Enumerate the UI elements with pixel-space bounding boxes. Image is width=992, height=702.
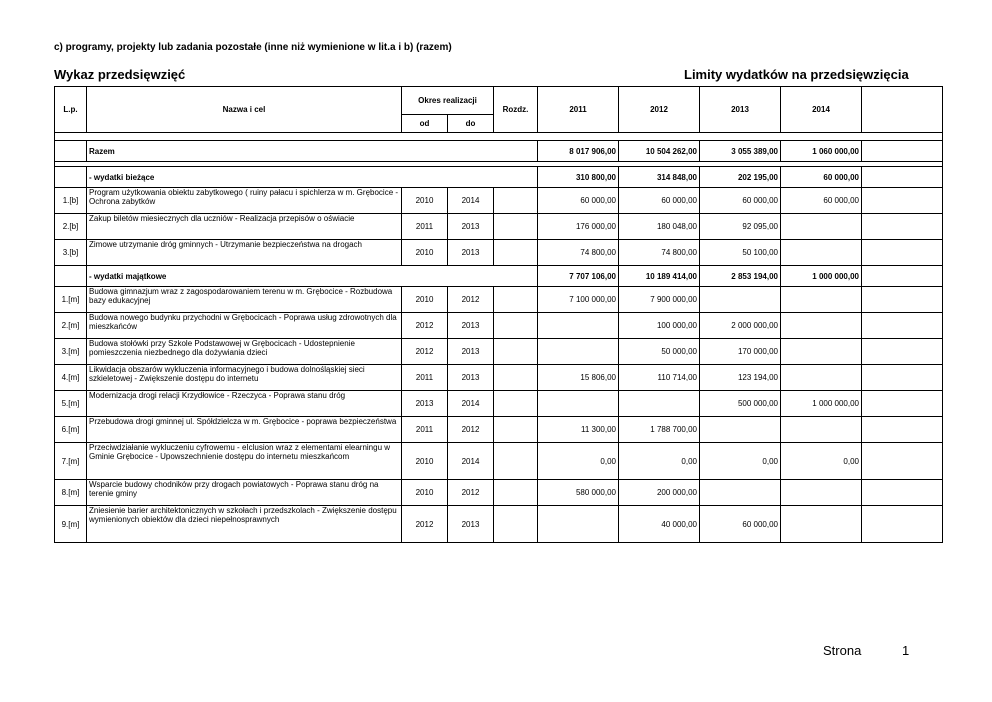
row-2012: 60 000,00 [619,188,700,214]
row-lp: 2.[m] [55,313,87,339]
row-from: 2012 [402,506,448,543]
table-row [55,365,943,391]
header-from: od [402,115,448,133]
row-2014: 60 000,00 [781,188,862,214]
row-from: 2010 [402,287,448,313]
row-from: 2013 [402,391,448,417]
row-lp: 3.[b] [55,240,87,266]
row-rozdz [494,240,538,266]
table-row [55,240,943,266]
row-rozdz [494,417,538,443]
row-from: 2010 [402,188,448,214]
row-lp: 8.[m] [55,480,87,506]
row-name: Likwidacja obszarów wykluczenia informacyjnego i budowa dolnośląskiej sieci szkieletowej - Zwiększenie dostępu do internetu [87,365,402,391]
section-heading: c) programy, projekty lub zadania pozostałe (inne niż wymienione w lit.a i b) (razem) [54,42,452,53]
row-extra [862,339,943,365]
row-rozdz [494,480,538,506]
row-name: Program użytkowania obiektu zabytkowego ( ruiny pałacu i spichlerza w m. Grębocice - Ochrona zabytków [87,188,402,214]
majatkowe-2013: 2 853 194,00 [700,266,781,287]
row-2014 [781,480,862,506]
row-name: Budowa gimnazjum wraz z zagospodarowaniem terenu w m. Grębocice - Rozbudowa bazy edukacyjnej [87,287,402,313]
row-2013: 2 000 000,00 [700,313,781,339]
row-lp: 9.[m] [55,506,87,543]
biezace-extra [862,167,943,188]
row-2014 [781,365,862,391]
header-extra [862,87,943,133]
row-rozdz [494,188,538,214]
biezace-row [55,167,943,188]
row-extra [862,188,943,214]
row-2012: 100 000,00 [619,313,700,339]
row-2014 [781,214,862,240]
majatkowe-2011: 7 707 106,00 [538,266,619,287]
row-rozdz [494,339,538,365]
biezace-label: - wydatki bieżące [87,167,538,188]
table-row [55,417,943,443]
row-to: 2013 [448,506,494,543]
row-to: 2014 [448,391,494,417]
row-2011: 176 000,00 [538,214,619,240]
row-2013 [700,480,781,506]
row-2013: 50 100,00 [700,240,781,266]
row-2012: 74 800,00 [619,240,700,266]
row-to: 2013 [448,214,494,240]
header-2011: 2011 [538,87,619,133]
row-to: 2012 [448,287,494,313]
row-name: Budowa stołówki przy Szkole Podstawowej w Grębocicach - Udostepnienie pomieszczenia niezbednego dla dożywiania dzieci [87,339,402,365]
row-from: 2012 [402,313,448,339]
row-from: 2010 [402,240,448,266]
row-2011 [538,339,619,365]
razem-row [55,141,943,162]
row-to: 2012 [448,480,494,506]
row-2012: 110 714,00 [619,365,700,391]
row-extra [862,240,943,266]
row-name: Wsparcie budowy chodników przy drogach powiatowych - Poprawa stanu dróg na terenie gminy [87,480,402,506]
row-2011: 60 000,00 [538,188,619,214]
row-lp: 3.[m] [55,339,87,365]
row-2011 [538,506,619,543]
majatkowe-2014: 1 000 000,00 [781,266,862,287]
row-from: 2012 [402,339,448,365]
row-to: 2013 [448,313,494,339]
row-rozdz [494,443,538,480]
list-title: Wykaz przedsięwzięć [54,67,186,82]
row-lp: 6.[m] [55,417,87,443]
row-lp: 1.[m] [55,287,87,313]
row-2011 [538,313,619,339]
row-from: 2010 [402,480,448,506]
header-2012: 2012 [619,87,700,133]
row-to: 2013 [448,339,494,365]
razem-lp [55,141,87,162]
razem-label: Razem [87,141,538,162]
row-2013: 123 194,00 [700,365,781,391]
biezace-2011: 310 800,00 [538,167,619,188]
table-row [55,506,943,543]
row-lp: 5.[m] [55,391,87,417]
row-2013: 60 000,00 [700,188,781,214]
row-rozdz [494,313,538,339]
row-2014 [781,313,862,339]
majatkowe-row [55,266,943,287]
table-row [55,287,943,313]
row-2012: 200 000,00 [619,480,700,506]
row-2012: 180 048,00 [619,214,700,240]
majatkowe-2012: 10 189 414,00 [619,266,700,287]
row-2012: 7 900 000,00 [619,287,700,313]
table-row [55,443,943,480]
row-extra [862,287,943,313]
razem-2014: 1 060 000,00 [781,141,862,162]
row-from: 2011 [402,417,448,443]
row-lp: 7.[m] [55,443,87,480]
biezace-2014: 60 000,00 [781,167,862,188]
row-2013: 0,00 [700,443,781,480]
header-to: do [448,115,494,133]
biezace-2012: 314 848,00 [619,167,700,188]
biezace-lp [55,167,87,188]
row-2014 [781,417,862,443]
table-row [55,480,943,506]
razem-2011: 8 017 906,00 [538,141,619,162]
projects-table [54,86,943,543]
row-rozdz [494,391,538,417]
row-name: Przeciwdziałanie wykluczeniu cyfrowemu - eIclusion wraz z elementami elearningu w Gminie Grębocice - Upowszechnienie dostępu do internetu mieszkańcom [87,443,402,480]
row-lp: 1.[b] [55,188,87,214]
row-extra [862,214,943,240]
row-rozdz [494,214,538,240]
row-2014 [781,240,862,266]
majatkowe-extra [862,266,943,287]
page-label: Strona [823,643,862,658]
header-lp: L.p. [55,87,87,133]
row-2014 [781,339,862,365]
row-2013: 170 000,00 [700,339,781,365]
row-2012: 40 000,00 [619,506,700,543]
row-extra [862,506,943,543]
biezace-2013: 202 195,00 [700,167,781,188]
row-2012 [619,391,700,417]
row-from: 2011 [402,365,448,391]
row-2011 [538,391,619,417]
row-to: 2014 [448,443,494,480]
row-2011: 7 100 000,00 [538,287,619,313]
header-2014: 2014 [781,87,862,133]
row-to: 2013 [448,240,494,266]
table-row [55,188,943,214]
row-2013: 500 000,00 [700,391,781,417]
row-name: Zakup biletów miesiecznych dla uczniów - Realizacja przepisów o oświacie [87,214,402,240]
row-2011: 74 800,00 [538,240,619,266]
row-2013: 60 000,00 [700,506,781,543]
row-extra [862,417,943,443]
header-period: Okres realizacji [402,87,494,115]
razem-extra [862,141,943,162]
table-row [55,339,943,365]
row-2012: 0,00 [619,443,700,480]
header-rozdz: Rozdz. [494,87,538,133]
row-2011: 11 300,00 [538,417,619,443]
row-2012: 1 788 700,00 [619,417,700,443]
row-2014: 0,00 [781,443,862,480]
row-from: 2011 [402,214,448,240]
razem-2013: 3 055 389,00 [700,141,781,162]
row-to: 2014 [448,188,494,214]
row-name: Przebudowa drogi gminnej ul. Spółdzielcza w m. Grębocice - poprawa bezpieczeństwa [87,417,402,443]
header-name: Nazwa i cel [87,87,402,133]
table-row [55,214,943,240]
page-number: 1 [902,643,910,658]
row-rozdz [494,287,538,313]
row-name: Zniesienie barier architektonicznych w szkołach i przedszkolach - Zwiększenie dostępu wymienionych obiektów dla dzieci niepełnosprawnych [87,506,402,543]
row-lp: 4.[m] [55,365,87,391]
row-extra [862,313,943,339]
row-name: Budowa nowego budynku przychodni w Grębocicach - Poprawa usług zdrowotnych dla mieszkańców [87,313,402,339]
row-2013: 92 095,00 [700,214,781,240]
row-2014: 1 000 000,00 [781,391,862,417]
row-lp: 2.[b] [55,214,87,240]
row-to: 2013 [448,365,494,391]
row-2011: 15 806,00 [538,365,619,391]
table-row [55,313,943,339]
razem-2012: 10 504 262,00 [619,141,700,162]
row-extra [862,391,943,417]
row-to: 2012 [448,417,494,443]
table-row [55,391,943,417]
row-2013 [700,287,781,313]
row-from: 2010 [402,443,448,480]
row-extra [862,365,943,391]
row-2013 [700,417,781,443]
majatkowe-lp [55,266,87,287]
majatkowe-label: - wydatki majątkowe [87,266,538,287]
row-extra [862,443,943,480]
header-row-1 [55,87,943,115]
spacer-row [55,133,943,141]
row-2011: 0,00 [538,443,619,480]
row-rozdz [494,506,538,543]
row-2014 [781,506,862,543]
row-2014 [781,287,862,313]
row-extra [862,480,943,506]
row-2012: 50 000,00 [619,339,700,365]
limits-title: Limity wydatków na przedsięwzięcia [684,67,909,82]
row-name: Modernizacja drogi relacji Krzydłowice - Rzeczyca - Poprawa stanu dróg [87,391,402,417]
row-2011: 580 000,00 [538,480,619,506]
header-2013: 2013 [700,87,781,133]
row-rozdz [494,365,538,391]
row-name: Zimowe utrzymanie dróg gminnych - Utrzymanie bezpieczeństwa na drogach [87,240,402,266]
